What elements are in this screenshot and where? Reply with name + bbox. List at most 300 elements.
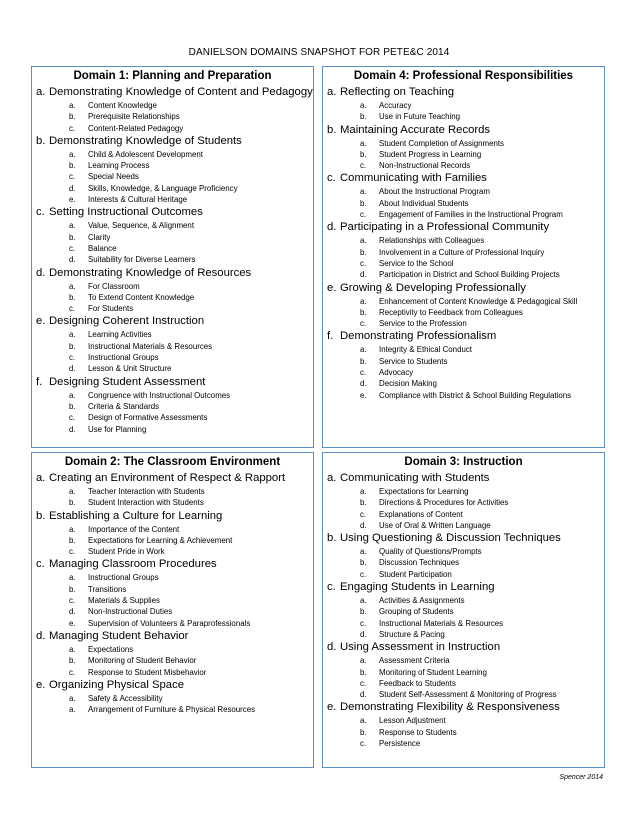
list-item (36, 606, 309, 617)
item-text: Relationships with Colleagues (379, 236, 485, 246)
item-letter: d. (360, 629, 367, 639)
list-item (36, 123, 309, 134)
item-text: Expectations for Learning (379, 487, 469, 496)
item-text: Lesson & Unit Structure (88, 364, 172, 374)
section-letter: a. (36, 86, 46, 98)
item-letter: b. (360, 727, 367, 737)
section-heading (36, 557, 309, 572)
list-item (36, 655, 309, 666)
item-letter: c. (360, 161, 367, 171)
section-letter: e. (327, 701, 337, 714)
item-letter: a. (360, 656, 367, 666)
item-letter: c. (360, 569, 367, 579)
item-text: Transitions (88, 584, 127, 594)
item-text: Instructional Materials & Resources (88, 341, 213, 351)
list-item (327, 509, 600, 520)
item-text: Grouping of Students (379, 607, 454, 617)
item-text: Criteria & Standards (88, 401, 160, 411)
item-text: Service to Students (379, 356, 448, 366)
item-text: Value, Sequence, & Alignment (88, 221, 195, 231)
item-text: Activities & Assignments (379, 596, 465, 606)
section-label: Communicating with Students (340, 472, 490, 484)
item-text: Supervision of Volunteers & Paraprofessionals (88, 618, 251, 628)
item-letter: a. (69, 705, 76, 715)
list-item (327, 378, 600, 389)
section-heading (36, 266, 309, 281)
section-label: Demonstrating Knowledge of Students (49, 134, 242, 147)
item-text: Use in Future Teaching (379, 112, 460, 122)
list-item (327, 235, 600, 246)
list-item (327, 198, 600, 209)
section-label: Participating in a Professional Community (340, 221, 550, 234)
item-letter: b. (360, 112, 367, 122)
item-text: Skills, Knowledge, & Language Proficiency (88, 183, 238, 193)
list-item (36, 149, 309, 160)
item-text: Persistence (379, 739, 421, 749)
item-letter: c. (69, 172, 76, 182)
list-item (327, 209, 600, 220)
section-heading (327, 640, 600, 655)
item-letter: b. (69, 498, 76, 508)
section-heading (327, 171, 600, 186)
item-letter: a. (360, 345, 367, 355)
list-item (327, 269, 600, 280)
section-label: Communicating with Families (340, 172, 487, 185)
item-letter: d. (360, 520, 367, 530)
item-text: Assessment Criteria (379, 656, 450, 666)
list-item (327, 727, 600, 738)
section-label: Demonstrating Flexibility & Responsiveness (340, 701, 560, 714)
list-item (327, 618, 600, 629)
item-text: Involvement in a Culture of Professional Inquiry (379, 247, 545, 257)
item-letter: b. (69, 341, 76, 351)
list-item (36, 524, 309, 535)
item-letter: c. (360, 739, 367, 749)
list-item (36, 595, 309, 606)
section-label: Designing Student Assessment (49, 375, 206, 388)
item-text: Student Pride in Work (88, 547, 165, 557)
section-label: Setting Instructional Outcomes (49, 206, 203, 219)
section-heading (36, 134, 309, 149)
item-letter: b. (69, 401, 76, 411)
list-item (327, 160, 600, 171)
section-heading (36, 85, 313, 100)
footer-credit: Spencer 2014 (559, 774, 603, 781)
item-letter: b. (360, 149, 367, 159)
list-item (36, 693, 309, 704)
section-letter: c. (327, 581, 336, 594)
item-text: Lesson Adjustment (379, 716, 446, 726)
item-text: Receptivity to Feedback from Colleagues (379, 307, 523, 317)
list-item (327, 100, 600, 111)
item-text: Arrangement of Furniture & Physical Resources (88, 705, 256, 715)
item-text: Advocacy (379, 368, 414, 378)
list-item (36, 486, 309, 497)
item-text: Monitoring of Student Behavior (88, 656, 197, 666)
item-text: To Extend Content Knowledge (88, 292, 195, 302)
item-letter: b. (69, 584, 76, 594)
item-letter: c. (360, 678, 367, 688)
domain-title: Domain 2: The Classroom Environment (64, 456, 281, 468)
list-item (327, 138, 600, 149)
list-item (36, 535, 309, 546)
list-item (327, 557, 600, 568)
list-item (327, 667, 600, 678)
section-letter: c. (36, 558, 45, 571)
item-text: Non-Instructional Records (379, 161, 471, 171)
page-title: DANIELSON DOMAINS SNAPSHOT FOR PETE&C 2014 (188, 47, 450, 58)
item-text: Student Interaction with Students (88, 498, 204, 508)
item-letter: e. (69, 195, 76, 205)
item-text: Feedback to Students (379, 678, 456, 688)
item-letter: e. (360, 390, 367, 400)
list-item (36, 401, 309, 412)
list-item (36, 243, 309, 254)
list-item (36, 160, 309, 171)
list-item (36, 352, 309, 363)
list-item (327, 367, 600, 378)
item-letter: b. (69, 656, 76, 666)
list-item (36, 111, 309, 122)
item-text: Directions & Procedures for Activities (379, 498, 509, 508)
list-item (36, 254, 309, 265)
item-letter: a. (69, 390, 76, 400)
item-letter: d. (360, 690, 367, 700)
list-item (36, 281, 309, 292)
item-letter: c. (69, 243, 76, 253)
item-letter: b. (69, 232, 76, 242)
section-label: Using Questioning & Discussion Techniques (340, 532, 561, 545)
list-item (327, 247, 600, 258)
section-letter: e. (36, 315, 46, 328)
section-letter: b. (36, 134, 46, 147)
section-letter: a. (36, 472, 46, 484)
section-letter: f. (327, 330, 334, 343)
item-letter: a. (360, 101, 367, 110)
list-item (36, 572, 309, 583)
section-heading (36, 629, 309, 644)
item-text: Instructional Materials & Resources (379, 618, 504, 628)
item-letter: a. (360, 596, 367, 606)
item-text: Content Knowledge (88, 101, 157, 110)
item-text: Prerequisite Relationships (88, 112, 180, 122)
item-text: About Individual Students (379, 198, 469, 208)
list-item (327, 678, 600, 689)
item-text: Teacher Interaction with Students (88, 487, 205, 496)
list-item (327, 520, 600, 531)
list-item (36, 341, 309, 352)
section-heading (327, 281, 600, 296)
item-letter: d. (360, 270, 367, 280)
item-letter: c. (360, 319, 367, 329)
item-text: Child & Adolescent Development (88, 149, 203, 159)
section-heading (36, 375, 309, 390)
item-text: Student Progress in Learning (379, 149, 482, 159)
section-label: Managing Student Behavior (49, 629, 189, 642)
list-item (327, 149, 600, 160)
section-letter: d. (327, 221, 337, 234)
item-text: Non-Instructional Duties (88, 607, 173, 617)
section-label: Managing Classroom Procedures (49, 558, 217, 571)
list-item (327, 307, 600, 318)
item-text: Suitability for Diverse Learners (88, 255, 196, 265)
section-heading (327, 85, 600, 100)
item-text: Clarity (88, 232, 111, 242)
item-letter: a. (69, 644, 76, 654)
item-letter: c. (69, 353, 76, 363)
item-text: Safety & Accessibility (88, 693, 163, 703)
section-heading (327, 329, 600, 344)
domain-3-box (322, 452, 605, 768)
list-item (36, 644, 309, 655)
list-item (36, 220, 309, 231)
list-item (36, 412, 309, 423)
item-text: Decision Making (379, 379, 437, 389)
item-text: Interests & Cultural Heritage (88, 195, 188, 205)
list-item (36, 329, 309, 340)
item-letter: b. (360, 498, 367, 508)
item-letter: a. (69, 573, 76, 583)
section-letter: b. (327, 532, 337, 545)
section-letter: d. (327, 641, 337, 654)
item-text: Accuracy (379, 101, 412, 110)
list-item (327, 629, 600, 640)
item-letter: c. (69, 123, 76, 133)
section-label: Demonstrating Professionalism (340, 330, 497, 343)
section-heading (327, 471, 600, 486)
item-letter: a. (360, 716, 367, 726)
list-item (327, 738, 600, 749)
item-text: Learning Process (88, 161, 150, 171)
section-letter: d. (36, 629, 46, 642)
section-label: Establishing a Culture for Learning (49, 509, 223, 522)
item-letter: e. (69, 618, 76, 628)
item-letter: b. (360, 198, 367, 208)
section-letter: e. (327, 281, 337, 294)
item-letter: a. (69, 149, 76, 159)
item-letter: a. (360, 296, 367, 306)
item-letter: c. (360, 368, 367, 378)
list-item (36, 363, 309, 374)
item-text: Content-Related Pedagogy (88, 123, 184, 133)
section-heading (327, 580, 600, 595)
item-text: Learning Activities (88, 330, 152, 340)
list-item (36, 194, 309, 205)
section-letter: d. (36, 266, 46, 279)
section-heading (36, 471, 309, 486)
section-letter: c. (36, 206, 45, 219)
item-text: Expectations for Learning & Achievement (88, 535, 233, 545)
section-label: Demonstrating Knowledge of Content and Pedagogy (49, 86, 313, 98)
list-item (327, 546, 600, 557)
item-text: For Classroom (88, 281, 140, 291)
item-text: Student Completion of Assignments (379, 138, 505, 148)
list-item (327, 497, 600, 508)
section-label: Organizing Physical Space (49, 678, 185, 691)
section-letter: a. (327, 472, 337, 484)
item-text: Enhancement of Content Knowledge & Pedagogical Skill (379, 296, 578, 306)
section-label: Creating an Environment of Respect & Rapport (49, 472, 286, 484)
item-text: Balance (88, 243, 117, 253)
section-letter: e. (36, 678, 46, 691)
list-item (327, 595, 600, 606)
list-item (327, 689, 600, 700)
section-heading (36, 509, 309, 524)
list-item (327, 258, 600, 269)
item-letter: c. (69, 413, 76, 423)
item-text: Integrity & Ethical Conduct (379, 345, 472, 355)
section-letter: a. (327, 86, 337, 98)
section-heading (327, 531, 600, 546)
item-text: Engagement of Families in the Instructional Program (379, 210, 563, 220)
list-item (36, 667, 309, 678)
item-letter: b. (360, 247, 367, 257)
item-letter: d. (69, 364, 76, 374)
item-text: Participation in District and School Building Projects (379, 270, 560, 280)
item-text: Materials & Supplies (88, 596, 160, 606)
section-heading (36, 678, 309, 693)
section-letter: b. (327, 123, 337, 136)
list-item (327, 606, 600, 617)
item-text: Design of Formative Assessments (88, 413, 208, 423)
list-item (36, 390, 309, 401)
item-text: Use for Planning (88, 424, 147, 434)
domain-title: Domain 1: Planning and Preparation (73, 70, 272, 82)
section-letter: c. (327, 172, 336, 185)
item-text: Monitoring of Student Learning (379, 667, 487, 677)
item-text: Instructional Groups (88, 353, 159, 363)
item-letter: b. (69, 112, 76, 122)
section-label: Demonstrating Knowledge of Resources (49, 266, 252, 279)
section-heading (36, 205, 309, 220)
item-letter: d. (360, 379, 367, 389)
item-letter: c. (69, 304, 76, 314)
item-letter: a. (69, 693, 76, 703)
item-letter: c. (69, 547, 76, 557)
item-text: For Students (88, 304, 134, 314)
list-item (327, 715, 600, 726)
section-label: Reflecting on Teaching (340, 86, 455, 98)
domain-4-box (322, 66, 605, 448)
item-text: Compliance with District & School Building Regulations (379, 390, 572, 400)
item-letter: a. (360, 138, 367, 148)
list-item (327, 569, 600, 580)
section-heading (327, 220, 600, 235)
item-letter: a. (360, 487, 367, 496)
item-text: Use of Oral & Written Language (379, 520, 491, 530)
section-heading (327, 700, 600, 715)
item-letter: b. (360, 667, 367, 677)
item-letter: d. (69, 183, 76, 193)
item-letter: c. (360, 618, 367, 628)
item-text: Service to the School (379, 258, 454, 268)
item-text: Student Participation (379, 569, 452, 579)
item-letter: c. (360, 210, 367, 220)
section-heading (327, 123, 600, 138)
section-label: Using Assessment in Instruction (340, 641, 501, 654)
domain-2-box (31, 452, 314, 768)
item-letter: a. (69, 524, 76, 534)
item-text: Structure & Pacing (379, 629, 445, 639)
item-text: Service to the Profession (379, 319, 467, 329)
item-text: Quality of Questions/Prompts (379, 547, 482, 557)
item-letter: a. (69, 487, 76, 496)
item-letter: b. (360, 558, 367, 568)
item-letter: a. (69, 330, 76, 340)
item-letter: c. (360, 258, 367, 268)
item-letter: a. (360, 236, 367, 246)
list-item (327, 111, 600, 122)
domain-title: Domain 4: Professional Responsibilities (353, 70, 574, 82)
item-letter: b. (360, 356, 367, 366)
item-text: Expectations (88, 644, 134, 654)
list-item (36, 171, 309, 182)
list-item (36, 618, 309, 629)
item-letter: d. (69, 424, 76, 434)
item-letter: b. (69, 292, 76, 302)
list-item (327, 186, 600, 197)
list-item (327, 390, 600, 401)
list-item (36, 303, 309, 314)
list-item (36, 546, 309, 557)
list-item (36, 497, 309, 508)
item-text: Special Needs (88, 172, 139, 182)
item-letter: a. (360, 187, 367, 197)
section-heading (36, 314, 309, 329)
item-letter: b. (69, 161, 76, 171)
list-item (36, 183, 309, 194)
item-text: Student Self-Assessment & Monitoring of Progress (379, 690, 557, 700)
item-text: About the Instructional Program (379, 187, 490, 197)
item-letter: b. (360, 607, 367, 617)
list-item (36, 292, 309, 303)
list-item (327, 486, 600, 497)
item-text: Response to Students (379, 727, 457, 737)
domain-1-box (31, 66, 314, 448)
item-letter: a. (360, 547, 367, 557)
section-label: Maintaining Accurate Records (340, 123, 491, 136)
item-text: Importance of the Content (88, 524, 180, 534)
list-item (36, 424, 309, 435)
domain-title: Domain 3: Instruction (404, 456, 523, 468)
item-text: Response to Student Misbehavior (88, 667, 207, 677)
list-item (36, 232, 309, 243)
item-letter: c. (360, 509, 367, 519)
section-label: Growing & Developing Professionally (340, 281, 526, 294)
item-letter: d. (69, 607, 76, 617)
list-item (36, 584, 309, 595)
list-item (327, 344, 600, 355)
item-text: Congruence with Instructional Outcomes (88, 390, 231, 400)
list-item (36, 100, 309, 111)
item-letter: d. (69, 255, 76, 265)
section-label: Engaging Students in Learning (340, 581, 495, 594)
item-letter: a. (69, 101, 76, 110)
item-text: Discussion Techniques (379, 558, 460, 568)
list-item (327, 296, 600, 307)
list-item (327, 318, 600, 329)
item-letter: a. (69, 281, 76, 291)
list-item (327, 356, 600, 367)
item-letter: b. (360, 307, 367, 317)
section-letter: f. (36, 375, 43, 388)
section-label: Designing Coherent Instruction (49, 315, 205, 328)
list-item (327, 655, 600, 666)
item-letter: a. (69, 221, 76, 231)
item-text: Explanations of Content (379, 509, 463, 519)
section-letter: b. (36, 509, 46, 522)
item-text: Instructional Groups (88, 573, 159, 583)
